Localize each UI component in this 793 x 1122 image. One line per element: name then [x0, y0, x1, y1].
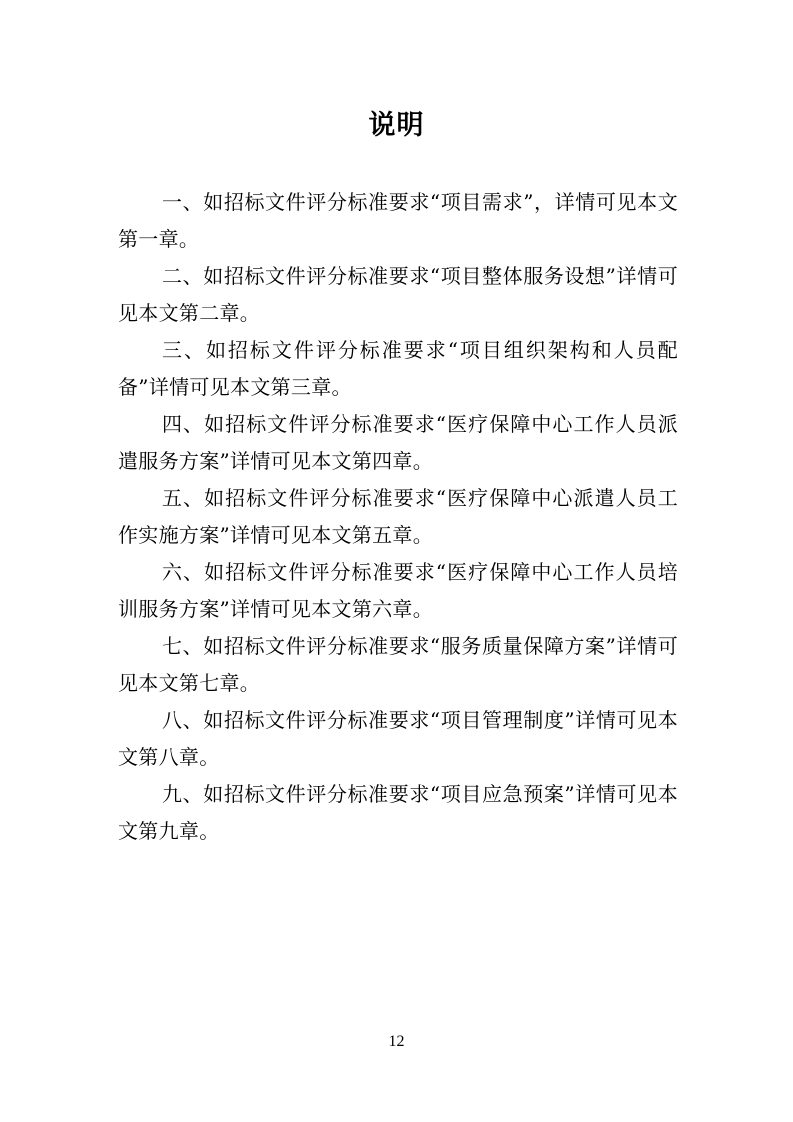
paragraph-item-3: 三、如招标文件评分标准要求“项目组织架构和人员配备”详情可见本文第三章。	[118, 338, 678, 399]
paragraph-item-5: 五、如招标文件评分标准要求“医疗保障中心派遣人员工作实施方案”详情可见本文第五章。	[118, 486, 678, 547]
paragraph-item-8: 八、如招标文件评分标准要求“项目管理制度”详情可见本文第八章。	[118, 708, 678, 769]
paragraph-item-2: 二、如招标文件评分标准要求“项目整体服务设想”详情可见本文第二章。	[118, 264, 678, 325]
paragraph-item-4: 四、如招标文件评分标准要求“医疗保障中心工作人员派遣服务方案”详情可见本文第四章。	[118, 412, 678, 473]
page-title: 说明	[368, 110, 425, 141]
paragraph-item-7: 七、如招标文件评分标准要求“服务质量保障方案”详情可见本文第七章。	[118, 634, 678, 695]
page-number: 12	[388, 1033, 405, 1050]
document-body	[118, 184, 678, 850]
paragraph-item-1: 一、如招标文件评分标准要求“项目需求”，详情可见本文第一章。	[118, 190, 678, 251]
paragraph-item-9: 九、如招标文件评分标准要求“项目应急预案”详情可见本文第九章。	[118, 782, 678, 843]
paragraph-item-6: 六、如招标文件评分标准要求“医疗保障中心工作人员培训服务方案”详情可见本文第六章。	[118, 560, 678, 621]
